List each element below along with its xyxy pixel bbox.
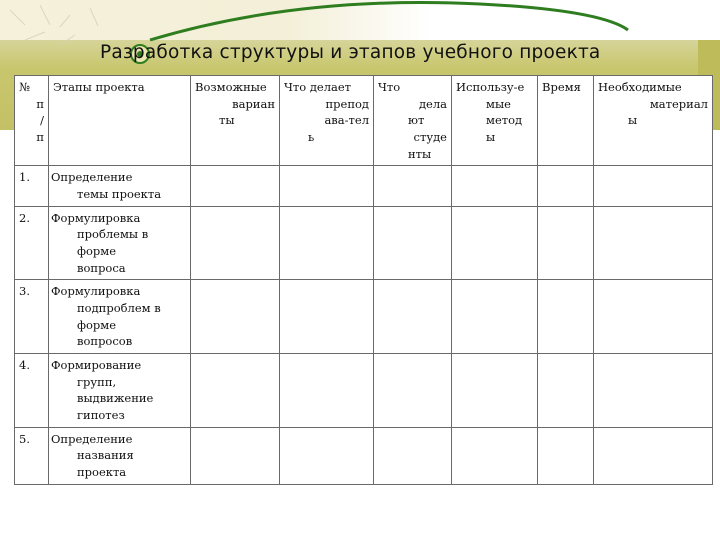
header-methods bbox=[452, 76, 538, 166]
empty-cell[interactable] bbox=[538, 427, 594, 484]
empty-cell[interactable] bbox=[374, 206, 452, 280]
empty-cell[interactable] bbox=[452, 354, 538, 428]
row-number: 5. bbox=[15, 427, 49, 484]
header-teacher bbox=[280, 76, 374, 166]
header-text: метод bbox=[486, 113, 523, 128]
empty-cell[interactable] bbox=[374, 354, 452, 428]
stage-text: Формулировка bbox=[51, 284, 141, 299]
stage-text: форме bbox=[77, 317, 117, 332]
header-text: Возможные bbox=[195, 80, 267, 94]
empty-cell[interactable] bbox=[374, 280, 452, 354]
empty-cell[interactable] bbox=[191, 166, 280, 206]
header-text: студе bbox=[413, 130, 447, 145]
stage-text: вопроса bbox=[77, 260, 126, 275]
empty-cell[interactable] bbox=[280, 354, 374, 428]
empty-cell[interactable] bbox=[594, 206, 713, 280]
stage-text: выдвижение bbox=[77, 391, 154, 406]
stage-cell bbox=[49, 427, 191, 484]
stage-cell bbox=[49, 166, 191, 206]
empty-cell[interactable] bbox=[191, 354, 280, 428]
stage-cell bbox=[49, 280, 191, 354]
header-text: п bbox=[36, 130, 44, 145]
stage-text: вопросов bbox=[77, 334, 133, 349]
project-table-container bbox=[14, 75, 712, 515]
header-text: ы bbox=[628, 113, 638, 128]
header-options bbox=[191, 76, 280, 166]
table-row bbox=[15, 206, 713, 280]
stage-text: подпроблем в bbox=[77, 301, 161, 316]
header-text: Использу-е bbox=[456, 80, 525, 94]
stage-text: темы проекта bbox=[77, 187, 162, 202]
stage-text: гипотез bbox=[77, 408, 125, 423]
header-materials bbox=[594, 76, 713, 166]
empty-cell[interactable] bbox=[452, 166, 538, 206]
stage-text: Формирование bbox=[51, 358, 142, 373]
empty-cell[interactable] bbox=[280, 427, 374, 484]
table-row bbox=[15, 427, 713, 484]
stage-text: проекта bbox=[77, 465, 127, 480]
header-text: мые bbox=[486, 96, 511, 111]
header-num bbox=[15, 76, 49, 166]
empty-cell[interactable] bbox=[191, 206, 280, 280]
header-time bbox=[538, 76, 594, 166]
stage-text: Формулировка bbox=[51, 210, 141, 225]
row-number: 4. bbox=[15, 354, 49, 428]
table-row bbox=[15, 354, 713, 428]
header-text: ют bbox=[408, 113, 425, 128]
header-text: ь bbox=[308, 130, 315, 145]
stage-text: названия bbox=[77, 448, 134, 463]
empty-cell[interactable] bbox=[538, 166, 594, 206]
row-number: 3. bbox=[15, 280, 49, 354]
stage-text: проблемы в bbox=[77, 227, 149, 242]
stage-text: Определение bbox=[51, 170, 133, 185]
empty-cell[interactable] bbox=[452, 427, 538, 484]
table-header-row bbox=[15, 76, 713, 166]
header-text: Этапы проекта bbox=[53, 80, 145, 94]
empty-cell[interactable] bbox=[594, 354, 713, 428]
project-stages-table bbox=[14, 75, 713, 485]
empty-cell[interactable] bbox=[538, 280, 594, 354]
stage-text: групп, bbox=[77, 374, 117, 389]
empty-cell[interactable] bbox=[538, 206, 594, 280]
stage-text: Определение bbox=[51, 431, 133, 446]
header-text: № bbox=[19, 80, 30, 94]
header-text: ты bbox=[219, 113, 235, 128]
header-text: п bbox=[36, 96, 44, 111]
header-text: Что bbox=[378, 80, 401, 94]
empty-cell[interactable] bbox=[191, 280, 280, 354]
header-stages bbox=[49, 76, 191, 166]
header-text: ава-тел bbox=[324, 113, 369, 128]
header-students bbox=[374, 76, 452, 166]
empty-cell[interactable] bbox=[280, 166, 374, 206]
header-text: препод bbox=[325, 96, 369, 111]
empty-cell[interactable] bbox=[452, 206, 538, 280]
decorative-arc bbox=[0, 0, 720, 80]
stage-cell bbox=[49, 354, 191, 428]
empty-cell[interactable] bbox=[594, 427, 713, 484]
stage-text: форме bbox=[77, 244, 117, 259]
page-title: Разработка структуры и этапов учебного проекта bbox=[100, 42, 601, 63]
header-text: нты bbox=[408, 146, 432, 161]
table-row bbox=[15, 166, 713, 206]
header-text: ы bbox=[486, 130, 496, 145]
empty-cell[interactable] bbox=[191, 427, 280, 484]
header-text: материал bbox=[649, 96, 708, 111]
empty-cell[interactable] bbox=[374, 166, 452, 206]
empty-cell[interactable] bbox=[374, 427, 452, 484]
empty-cell[interactable] bbox=[594, 280, 713, 354]
table-row bbox=[15, 280, 713, 354]
stage-cell bbox=[49, 206, 191, 280]
empty-cell[interactable] bbox=[280, 206, 374, 280]
header-text: вариан bbox=[232, 96, 275, 111]
empty-cell[interactable] bbox=[538, 354, 594, 428]
header-text: Что делает bbox=[284, 80, 352, 94]
row-number: 1. bbox=[15, 166, 49, 206]
row-number: 2. bbox=[15, 206, 49, 280]
empty-cell[interactable] bbox=[280, 280, 374, 354]
empty-cell[interactable] bbox=[452, 280, 538, 354]
header-text: Время bbox=[542, 80, 581, 94]
header-text: Необходимые bbox=[598, 80, 682, 94]
header-text: дела bbox=[418, 96, 447, 111]
empty-cell[interactable] bbox=[594, 166, 713, 206]
header-text: / bbox=[40, 113, 44, 128]
